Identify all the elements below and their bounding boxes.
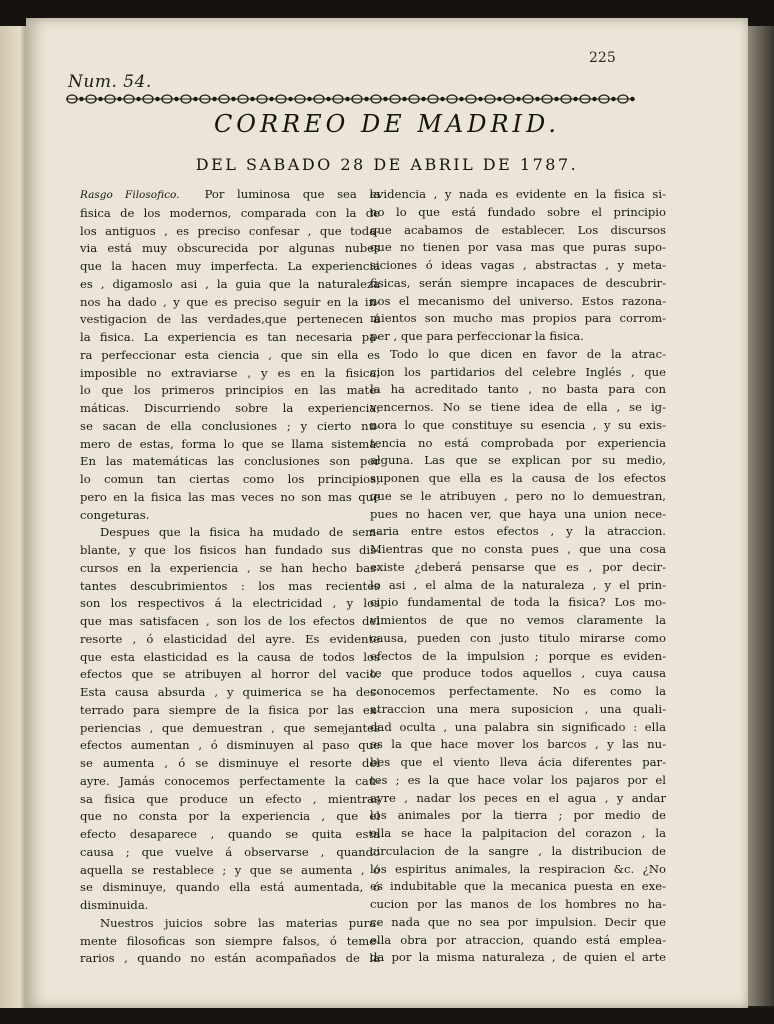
text-line [80,631,380,649]
text-line-content: se disminuye, quando ella está aumentada, ó [80,880,380,895]
text-line-content: mientos son mucho mas propios para corrom- [370,311,666,326]
text-line-content: ella obra por atraccion, quando está emplea- [370,932,666,947]
text-line-content: vencernos. No se tiene idea de ella , se ig- [370,400,666,414]
text-line [80,311,380,329]
text-line-content: los animales por la tierra ; por medio de [370,808,666,823]
text-line-content: blante, y que los fisicos han fundado sus dis- [80,543,380,557]
text-line-content: los espiritus animales, la respiracion &c. ¿No [370,861,666,876]
ornament-dot [422,97,425,100]
text-line-content: via está muy obscurecida por algunas nubes [80,241,380,256]
text-line [370,577,666,595]
text-line [370,861,666,879]
text-line [370,222,666,240]
text-line [80,915,380,933]
text-line-content: existe ¿deberá pensarse que es , por decir- [370,559,666,574]
text-line [80,471,380,489]
text-line [370,683,666,701]
text-line [370,328,666,346]
ornament-dot [384,97,387,100]
section-rubric: Rasgo Filosofico. [80,189,180,201]
text-line-content: se sacan de ella conclusiones ; y cierto nu- [80,418,380,433]
text-line-content: tantes descubrimientos : los mas recientes [80,578,380,593]
text-line-content: efectos aumentan , ó disminuyen al paso que [80,738,380,753]
text-line [80,223,380,241]
left-text-column [80,186,380,968]
ornament-dot [99,97,102,100]
text-line-content: pues no hacen ver, que haya una union nece- [370,506,666,521]
text-line-content: mente filosoficas son siempre falsos, ó teme- [80,933,380,948]
text-line [370,275,666,293]
text-line-content: dad oculta , una palabra sin significado : ella [370,719,666,734]
text-line [370,559,666,577]
text-line-content: ayre. Jamás conocemos perfectamente la cau- [80,773,380,788]
text-line-content: se aumenta , ó se disminuye el resorte del [80,756,380,770]
text-line [370,381,666,399]
text-line-content: tes ; es la que hace volar los pajaros por el [370,772,666,787]
text-line-content: cion los partidarios del celebre Inglés , que [370,364,666,379]
text-line [80,666,380,684]
text-line [80,400,380,418]
text-line-content: mero de estas, forma lo que se llama sistema. [80,436,380,451]
text-line [370,701,666,719]
text-line [80,205,380,223]
text-line-content: son los respectivos á la electricidad , y los [80,596,380,611]
text-line [370,648,666,666]
text-line-content: imposible no extraviarse , y es en la fisica, [80,365,380,380]
text-line [80,365,380,383]
ornament-dot [631,97,634,100]
text-line [370,346,666,364]
text-line-content: ayre , nadar los peces en el agua , y andar [370,790,666,805]
text-line [80,418,380,436]
text-line [80,560,380,578]
text-line [370,452,666,470]
text-line [370,843,666,861]
text-line-content: cipio fundamental de toda la fisica? Los mo- [370,595,666,610]
text-line [80,720,380,738]
text-line-content: circulacion de la sangre , la distribucion de [370,843,666,858]
text-line-content: efectos que se atribuyen al horror del vacio. [80,667,380,682]
text-line-content: que se le atribuyen , pero no lo demuestran, [370,488,666,503]
text-line-content: la fisica. La experiencia es tan necesaria pa- [80,330,380,344]
text-line [80,524,380,542]
text-line [80,489,380,507]
text-line [370,364,666,382]
ornament-dot [441,97,444,100]
text-line-content: que la hacen muy imperfecta. La experiencia [80,259,380,273]
text-line-content: ella se hace la palpitacion del corazon , la [370,826,666,840]
ornament-dot [574,97,577,100]
ornament-dot [479,97,482,100]
ornament-dot [517,97,520,100]
text-line-content: cursos en la experiencia , se han hecho bas- [80,560,380,575]
text-line [80,702,380,720]
ornament-dot [346,97,349,100]
text-line [80,755,380,773]
text-line [370,488,666,506]
ornament-dot [555,97,558,100]
text-line-content: fisica de los modernos, comparada con la de [80,205,380,220]
text-line [370,665,666,683]
text-line [370,878,666,896]
ornament-dot [213,97,216,100]
text-line [370,293,666,311]
text-line-content: lo comun tan ciertas como los principios; [80,472,380,486]
ornament-dot [612,97,615,100]
text-line-content: cucion por las manos de los hombres no ha- [370,897,666,911]
text-line [80,844,380,862]
text-line [370,541,666,559]
text-line-content: efecto desaparece , quando se quita esta [80,827,380,841]
text-line [80,808,380,826]
text-line [370,754,666,772]
text-line-content: ra perfeccionar esta ciencia , que sin ella es [80,347,380,362]
ornament-dot [327,97,330,100]
text-line [80,933,380,951]
ornament-dot [270,97,273,100]
text-line-content: Todo lo que dicen en favor de la atrac- [390,346,666,361]
text-line [80,684,380,702]
text-line-content: efectos de la impulsion ; porque es eviden- [370,648,666,663]
text-line [80,258,380,276]
text-line-content: Nuestros juicios sobre las materias pura- [100,915,380,930]
text-line-content: saria entre estos efectos , y la atraccion. [370,524,666,539]
text-line [370,435,666,453]
text-line-content: es la que hace mover los barcos , y las nu- [370,737,666,752]
text-line [370,807,666,825]
text-line-content: conocemos perfectamente. No es como la [370,684,666,698]
ornament-dot [403,97,406,100]
page-number: 225 [589,50,616,66]
text-line-content: disminuida. [80,898,149,912]
text-line-content: vestigacion de las verdades,que pertenecen á [80,312,380,327]
ornament-dot [194,97,197,100]
text-line-content: Esta causa absurda , y quimerica se ha des- [80,685,380,699]
text-line-content: evidencia , y nada es evidente en la fisica si- [370,187,666,201]
text-line [370,239,666,257]
ornament-dot [80,97,83,100]
text-line [80,329,380,347]
text-line [80,649,380,667]
text-line [370,736,666,754]
text-line [80,737,380,755]
text-line [370,772,666,790]
text-line-content: los antiguos , es preciso confesar , que toda- [80,223,380,238]
text-line-content: lo que los primeros principios en las mate- [80,383,380,398]
text-line [80,950,380,968]
text-line-content: que esta elasticidad es la causa de todos los [80,649,380,664]
text-line-content: En las matemáticas las conclusiones son por [80,454,380,469]
text-line-content: per , que para perfeccionar la fisica. [370,329,584,343]
text-line-content: te que produce todos aquellos , cuya causa [370,666,666,681]
text-line [370,399,666,417]
text-line-content: terrado para siempre de la fisica por las ex- [80,702,380,717]
text-line-content: máticas. Discurriendo sobre la experiencia, [80,401,380,415]
text-line [370,204,666,222]
ornament-dot [460,97,463,100]
text-line [370,949,666,967]
ornamental-border-rule [64,86,636,112]
text-line [80,862,380,880]
text-line [370,310,666,328]
text-line-content: Por luminosa que sea la [204,187,380,201]
text-line-content: que no tienen por vasa mas que puras supo- [370,240,666,255]
text-line [370,612,666,630]
text-line-content: siciones ó ideas vagas , abstractas , y meta- [370,258,666,272]
text-line [370,914,666,932]
text-line-content: vimientos de que no vemos claramente la [370,613,666,627]
text-line [80,186,380,205]
text-line [80,613,380,631]
scan-bottom-edge [0,1008,774,1024]
right-text-column [370,186,666,967]
text-line-content: congeturas. [80,507,150,522]
text-line-content: es indubitable que la mecanica puesta en exe- [370,879,666,894]
ornament-dot [593,97,596,100]
text-line [80,578,380,596]
ornament-dot [289,97,292,100]
text-line-content: Despues que la fisica ha mudado de sem- [100,525,380,540]
issue-date: DEL SABADO 28 DE ABRIL DE 1787. [195,155,579,174]
ornament-dot [156,97,159,100]
text-line-content: aquella se restablece ; y que se aumenta , ó [80,862,380,877]
ornament-dot [137,97,140,100]
text-line-content: sa fisica que produce un efecto , mientras [80,791,380,806]
text-line-content: bes que el viento lleva ácia diferentes par- [370,755,666,769]
text-line-content: resorte , ó elasticidad del ayre. Es evidente [80,631,380,646]
text-line [370,825,666,843]
text-line-content: que no consta por la experiencia , que el [80,809,380,824]
text-line-content: da por la misma naturaleza , de quien el arte [370,950,666,965]
text-line-content: es , digamoslo asi , la guia que la naturaleza [80,276,380,291]
text-line-content: fisicas, serán siempre incapaces de descubrir- [370,275,666,290]
text-line-content: la ha acreditado tanto , no basta para con [370,382,666,397]
text-line [370,417,666,435]
text-line-content: atraccion una mera suposicion , una quali- [370,701,666,716]
text-line [80,791,380,809]
text-line-content: periencias , que demuestran , que semejantes [80,720,380,735]
text-line [80,347,380,365]
text-line-content: que mas satisfacen , son los de los efectos del [80,614,380,628]
text-line-content: no lo que está fundado sobre el principio [370,204,666,219]
text-line-content: causa ; que vuelve á observarse , quando [80,844,380,859]
text-line [80,542,380,560]
text-line [370,506,666,524]
text-line [80,382,380,400]
text-line [80,507,380,525]
text-line [80,773,380,791]
text-line [370,594,666,612]
text-line-content: ce nada que no sea por impulsion. Decir que [370,914,666,929]
ornament-dot [251,97,254,100]
text-line [80,436,380,454]
text-line-content: rarios , quando no están acompañados de la [80,951,380,966]
text-line [370,719,666,737]
text-line-content: Mientras que no consta pues , que una cosa [370,542,666,556]
text-line [80,276,380,294]
text-line-content: nora lo que constituye su esencia , y su exis- [370,417,666,432]
text-line [370,470,666,488]
text-line [80,595,380,613]
text-line [80,240,380,258]
text-line-content: causa, pueden con justo titulo mirarse como [370,630,666,645]
ornament-dot [308,97,311,100]
text-line-content: pero en la fisica las mas veces no son mas que [80,489,380,504]
ornament-dot [536,97,539,100]
text-line [370,896,666,914]
text-line-content: nos ha dado , y que es preciso seguir en la in- [80,294,380,309]
ornament-dot [365,97,368,100]
text-line [370,630,666,648]
text-line [370,932,666,950]
ornament-dot [175,97,178,100]
text-line [370,790,666,808]
text-line-content: lo asi , el alma de la naturaleza , y el prin- [370,577,666,592]
text-line [80,294,380,312]
issue-number: Num. 54. [68,72,152,92]
text-line [80,879,380,897]
text-line-content: tencia no está comprobada por experiencia [370,435,666,450]
text-line [80,826,380,844]
newspaper-title: CORREO DE MADRID. [213,110,561,138]
text-line [370,186,666,204]
text-line [370,523,666,541]
text-line-content: alguna. Las que se explican por su medio, [370,453,666,468]
text-line [80,897,380,915]
text-line [80,453,380,471]
text-line [370,257,666,275]
text-line-content: nos el mecanismo del universo. Estos razona- [370,293,666,308]
ornament-dot [232,97,235,100]
ornament-dot [118,97,121,100]
ornament-dot [498,97,501,100]
text-line-content: suponen que ella es la causa de los efectos [370,471,666,485]
text-line-content: que acabamos de establecer. Los discursos [370,222,666,237]
